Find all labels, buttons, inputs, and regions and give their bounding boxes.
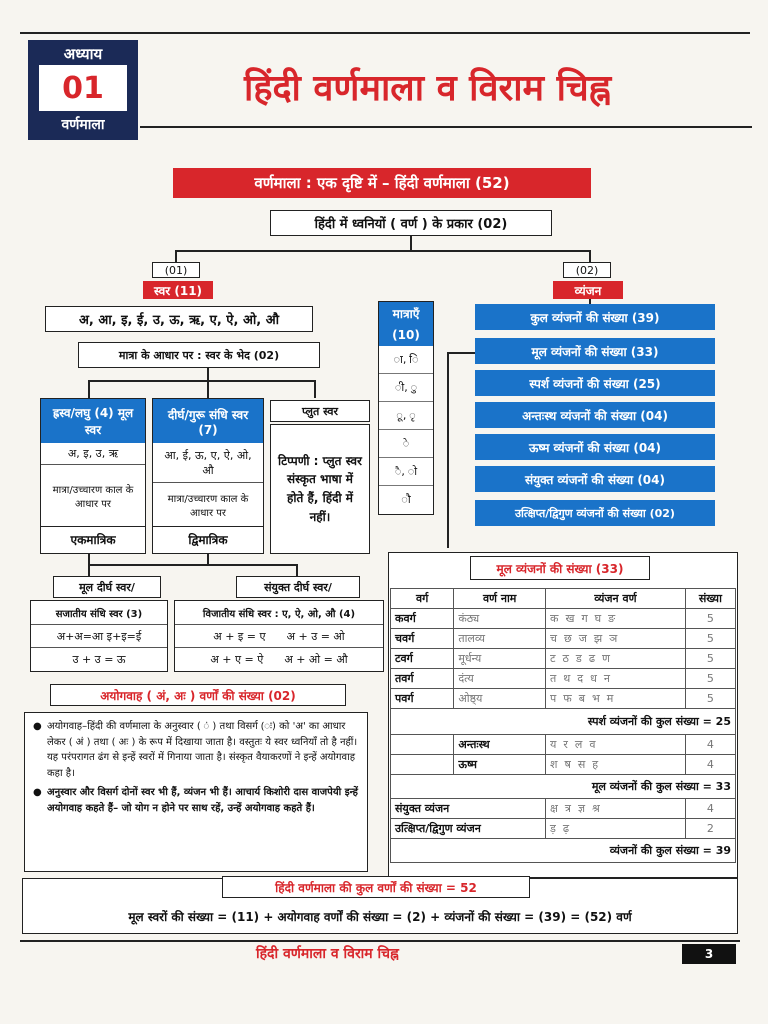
table-row [391,609,736,629]
vyanjan-item: संयुक्त व्यंजनों की संख्या (04) [475,466,715,492]
ayogvah-title: अयोगवाह ( अं, अः ) वर्णों की संख्या (02) [50,684,346,706]
cell: अन्तःस्थ [454,735,546,755]
connector [207,554,209,564]
swar-label: स्वर (11) [143,281,213,299]
cell: चवर्ग [391,629,454,649]
matra-box [378,301,434,515]
cell: तवर्ग [391,669,454,689]
table-header: संख्या [685,589,735,609]
cell: कंठ्य [454,609,546,629]
cell: 5 [685,649,735,669]
hrasva-type: एकमात्रिक [70,532,116,547]
cell: 5 [685,669,735,689]
vyanjan-item: स्पर्श व्यंजनों की संख्या (25) [475,370,715,396]
total-title: हिंदी वर्णमाला की कुल वर्णों की संख्या = 52 [222,876,530,898]
swar-letters: अ, आ, इ, ई, उ, ऊ, ऋ, ए, ऐ, ओ, औ [45,306,313,332]
page-title: हिंदी वर्णमाला व विराम चिह्न [244,68,612,109]
hrasva-title: ह्रस्व/लघु (4) मूल स्वर [41,399,145,443]
footer-rule [20,940,740,942]
matra-item: ी, ु [379,374,433,402]
table-row [391,775,736,799]
vijatiya-box [174,600,384,672]
connector [207,368,209,398]
bullet-icon: ● [33,721,42,732]
cell: पवर्ग [391,689,454,709]
cell: 4 [685,755,735,775]
cell: श ष स ह [546,755,686,775]
table-row [391,755,736,775]
cell: उत्क्षिप्त/द्विगुण व्यंजन [391,819,546,839]
vyanjan-num: (02) [563,262,611,278]
connector [88,380,90,398]
connector [447,352,449,548]
sajatiya-title: सजातीय संधि स्वर (3) [31,601,167,625]
chapter-number: 01 [39,65,127,111]
sajatiya-row: उ + उ = ऊ [72,653,126,666]
chapter-label: अध्याय [63,45,103,63]
matra-item: ू, ृ [379,402,433,430]
ayogvah-para [33,785,359,816]
ayogvah-text: अनुस्वार और विसर्ग दोनों स्वर भी हैं, व्यंजन भी हैं। आचार्य किशोरी दास वाजपेयी इन्हें अयोगवाह कहते हैं– जो योग न होने पर साथ रहें, उन्हें अयोगवाह कहते हैं। [47,787,358,814]
connector [410,236,412,250]
table-row [391,709,736,735]
vijatiya-title: विजातीय संधि स्वर : ए, ऐ, ओ, औ (4) [175,601,383,625]
sparsh-total: स्पर्श व्यंजनों की कुल संख्या = 25 [391,709,736,735]
connector [589,250,591,262]
dirgh-letters: आ, ई, ऊ, ए, ऐ, ओ, औ [153,443,263,483]
cell: ओष्ठ्य [454,689,546,709]
cell: त थ द ध न [546,669,686,689]
vyanjan-table [390,588,736,863]
matra-item: ा, ि [379,346,433,374]
ayogvah-para [33,719,359,781]
page-number: 3 [682,944,736,964]
cell: य र ल व [546,735,686,755]
table-header: वर्ण नाम [454,589,546,609]
cell: ड़ ढ़ [546,819,686,839]
cell: ट ठ ड ढ ण [546,649,686,669]
cell: च छ ज झ ञ [546,629,686,649]
header-rule-bottom [140,126,752,128]
dirgh-box [152,398,264,554]
cell: प फ ब भ म [546,689,686,709]
vijatiya-row: अ + इ = ए अ + उ = ओ [175,625,383,648]
mool-dirgh-label: मूल दीर्घ स्वर/ [53,576,161,598]
sajatiya-row: अ+अ=आ इ+इ=ई [31,625,167,648]
cell: मूर्धन्य [454,649,546,669]
matra-item: ै, ो [379,458,433,486]
cell: टवर्ग [391,649,454,669]
dirgh-type: द्विमात्रिक [188,532,228,547]
ayogvah-text: अयोगवाह–हिंदी की वर्णमाला के अनुस्वार ( ं ) तथा विसर्ग (ः) को 'अ' का आधार लेकर ( अं ) तथा ( अः ) के रूप में दिखाया जाता है। वस्तुतः ये स्वर ध्वनियाँ तो है नहीं। यह परंपरागत ढंग से इन्हें स्वरों में गिनाया जाता है। संस्कृत वैयाकरणों ने इन्हें अयोगवाह कहा है। [47,721,358,779]
swar-bhed: मात्रा के आधार पर : स्वर के भेद (02) [78,342,320,368]
hrasva-letters: अ, इ, उ, ऋ [41,443,145,465]
dirgh-note: मात्रा/उच्चारण काल के आधार पर [153,483,263,527]
total-formula: मूल स्वरों की संख्या = (11) + अयोगवाह वर्णों की संख्या = (2) + व्यंजनों की संख्या = (39) = (52) वर्ण [128,909,632,924]
table-title: मूल व्यंजनों की संख्या (33) [470,556,650,580]
vyanjan-item: कुल व्यंजनों की संख्या (39) [475,304,715,330]
dirgh-title: दीर्घ/गुरू संधि स्वर (7) [153,399,263,443]
matra-title: मात्राएँ [379,302,433,324]
footer-text: हिंदी वर्णमाला व विराम चिह्न [256,946,399,962]
cell: क्ष त्र ज्ञ श्र [546,799,686,819]
chapter-subtitle: वर्णमाला [61,116,105,133]
table-header: व्यंजन वर्ण [546,589,686,609]
chapter-badge [28,40,138,140]
mool-total: मूल व्यंजनों की कुल संख्या = 33 [391,775,736,799]
matra-item: ौ [401,492,411,506]
vyanjan-label: व्यंजन [553,281,623,299]
vyanjan-item: उत्क्षिप्त/द्विगुण व्यंजनों की संख्या (02) [475,500,715,526]
table-row [391,629,736,649]
ayogvah-box [24,712,368,872]
hrasva-box [40,398,146,554]
table-row [391,669,736,689]
connector [88,564,90,576]
table-row [391,819,736,839]
table-row [391,799,736,819]
cell: संयुक्त व्यंजन [391,799,546,819]
cell: 2 [685,819,735,839]
vyanjan-item: ऊष्म व्यंजनों की संख्या (04) [475,434,715,460]
connector [447,352,475,354]
cell: 4 [685,735,735,755]
cell: 5 [685,609,735,629]
connector [314,380,316,398]
table-row [391,689,736,709]
connector [296,564,298,576]
banner: वर्णमाला : एक दृष्टि में – हिंदी वर्णमाला (52) [173,168,591,198]
sajatiya-box [30,600,168,672]
table-row [391,649,736,669]
swar-num: (01) [152,262,200,278]
connector [88,380,314,382]
connector [175,250,590,252]
cell: 4 [685,799,735,819]
cell: क ख ग घ ङ [546,609,686,629]
vyanjan-item: मूल व्यंजनों की संख्या (33) [475,338,715,364]
table-row [391,839,736,863]
matra-item: े [379,430,433,458]
cell: ऊष्म [454,755,546,775]
table-header: वर्ग [391,589,454,609]
plut-note: टिप्पणी : प्लुत स्वर संस्कृत भाषा में होते हैं, हिंदी में नहीं। [270,424,370,554]
connector [88,554,90,564]
plut-title: प्लुत स्वर [270,400,370,422]
cell: दंत्य [454,669,546,689]
header-rule-top [20,32,750,34]
matra-count: (10) [379,324,433,346]
cell: 5 [685,689,735,709]
grand-total: व्यंजनों की कुल संख्या = 39 [391,839,736,863]
table-row [391,735,736,755]
connector [88,564,296,566]
vijatiya-row: अ + ए = ऐ अ + ओ = औ [210,653,348,666]
sanyukt-dirgh-label: संयुक्त दीर्घ स्वर/ [236,576,360,598]
bullet-icon: ● [33,787,42,798]
cell: तालव्य [454,629,546,649]
connector [175,250,177,262]
hrasva-note: मात्रा/उच्चारण काल के आधार पर [41,465,145,527]
types-box: हिंदी में ध्वनियों ( वर्ण ) के प्रकार (02) [270,210,552,236]
vyanjan-item: अन्तःस्थ व्यंजनों की संख्या (04) [475,402,715,428]
cell: कवर्ग [391,609,454,629]
cell: 5 [685,629,735,649]
